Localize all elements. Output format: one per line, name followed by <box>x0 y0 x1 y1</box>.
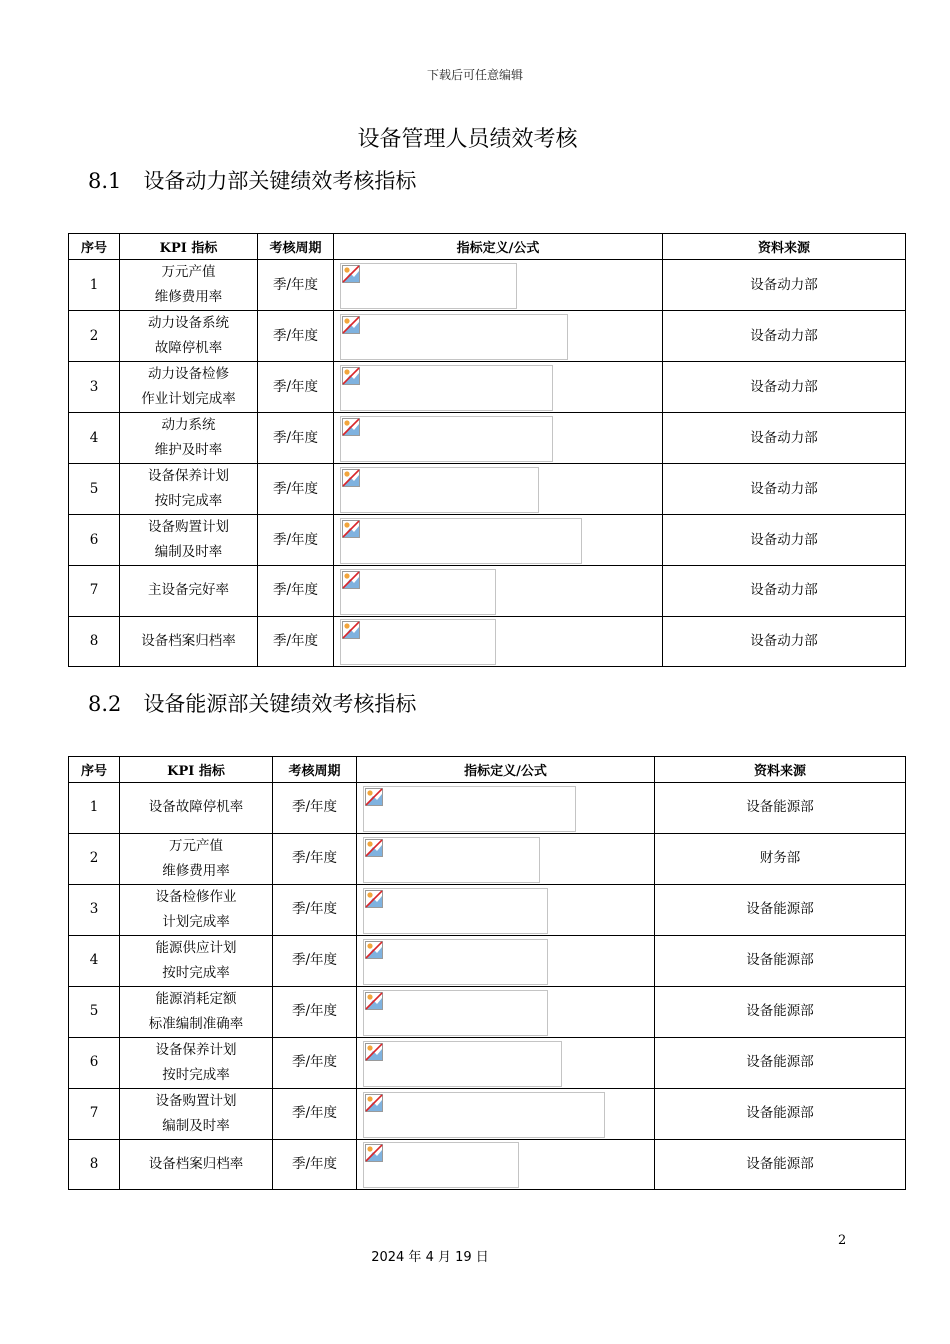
formula-image-placeholder <box>340 263 517 309</box>
kpi-line: 动力设备检修 <box>148 366 229 382</box>
cell-kpi <box>120 1037 273 1088</box>
cell-formula <box>357 884 655 935</box>
kpi-line: 能源供应计划 <box>155 939 237 956</box>
cell-source: 设备动力部 <box>663 616 906 667</box>
section-title-text: 设备能源部关键绩效考核指标 <box>143 692 417 716</box>
cell-formula <box>357 783 655 834</box>
cell-no: 6 <box>69 1037 120 1088</box>
col-header-period: 考核周期 <box>273 757 357 783</box>
cell-formula <box>334 413 663 464</box>
formula-image-placeholder <box>340 619 496 665</box>
broken-image-icon <box>342 316 360 334</box>
cell-kpi <box>120 1139 273 1190</box>
cell-no: 8 <box>69 1139 120 1190</box>
formula-image-placeholder <box>340 365 553 411</box>
cell-source: 设备动力部 <box>663 311 906 362</box>
broken-image-icon <box>365 941 383 959</box>
cell-formula <box>334 362 663 413</box>
page-number: 2 <box>838 1233 847 1248</box>
cell-kpi <box>120 464 258 515</box>
cell-formula <box>334 566 663 617</box>
kpi-line: 按时完成率 <box>162 1066 230 1083</box>
broken-image-icon <box>365 788 383 806</box>
table-row <box>69 260 906 311</box>
col-header-kpi: KPI 指标 <box>120 234 258 260</box>
cell-no: 4 <box>69 413 120 464</box>
cell-period: 季/年度 <box>258 515 334 566</box>
header-note: 下载后可任意编辑 <box>426 68 523 82</box>
kpi-line: 维修费用率 <box>162 862 230 879</box>
col-header-period: 考核周期 <box>258 234 334 260</box>
cell-no: 3 <box>69 362 120 413</box>
cell-formula <box>357 1037 655 1088</box>
kpi-line: 作业计划完成率 <box>141 391 236 407</box>
cell-period: 季/年度 <box>258 616 334 667</box>
formula-image-placeholder <box>340 518 582 564</box>
broken-image-icon <box>365 1043 383 1061</box>
col-header-no: 序号 <box>69 234 120 260</box>
section-number: 8.1 <box>88 169 122 193</box>
cell-no: 5 <box>69 464 120 515</box>
kpi-line: 编制及时率 <box>154 544 223 560</box>
table-row <box>69 884 906 935</box>
kpi-line: 计划完成率 <box>162 913 230 930</box>
broken-image-icon <box>342 418 360 436</box>
kpi-line: 主设备完好率 <box>148 582 229 599</box>
cell-period: 季/年度 <box>258 362 334 413</box>
cell-source: 设备能源部 <box>655 783 906 834</box>
formula-image-placeholder <box>363 786 576 832</box>
cell-kpi <box>120 783 273 834</box>
section-title-text: 设备动力部关键绩效考核指标 <box>143 169 417 193</box>
section-title-8-2 <box>88 688 416 718</box>
broken-image-icon <box>342 469 360 487</box>
document-title: 设备管理人员绩效考核 <box>357 127 578 152</box>
broken-image-icon <box>365 890 383 908</box>
broken-image-icon <box>342 571 360 589</box>
table-row <box>69 1139 906 1190</box>
broken-image-icon <box>342 265 360 283</box>
table-header-row <box>69 757 906 783</box>
formula-image-placeholder <box>340 569 496 615</box>
kpi-line: 万元产值 <box>161 264 216 280</box>
kpi-line: 按时完成率 <box>162 964 230 981</box>
cell-no: 5 <box>69 986 120 1037</box>
kpi-line: 按时完成率 <box>154 493 223 509</box>
kpi-line: 设备故障停机率 <box>148 799 244 816</box>
table-row <box>69 616 906 667</box>
cell-period: 季/年度 <box>258 311 334 362</box>
broken-image-icon <box>365 839 383 857</box>
formula-image-placeholder <box>363 1092 605 1138</box>
formula-image-placeholder <box>363 1142 519 1188</box>
cell-source: 设备能源部 <box>655 1139 906 1190</box>
cell-formula <box>334 515 663 566</box>
formula-image-placeholder <box>363 837 540 883</box>
kpi-line: 设备购置计划 <box>148 519 229 535</box>
formula-image-placeholder <box>363 990 548 1036</box>
cell-kpi <box>120 515 258 566</box>
cell-source: 设备动力部 <box>663 362 906 413</box>
kpi-line: 设备检修作业 <box>155 888 237 905</box>
table-row <box>69 413 906 464</box>
kpi-table-energy <box>68 756 906 1190</box>
col-header-formula: 指标定义/公式 <box>334 234 663 260</box>
broken-image-icon <box>365 992 383 1010</box>
kpi-line: 设备档案归档率 <box>148 1155 244 1172</box>
cell-kpi <box>120 616 258 667</box>
kpi-line: 设备档案归档率 <box>141 632 236 649</box>
cell-period: 季/年度 <box>258 464 334 515</box>
cell-period: 季/年度 <box>273 1088 357 1139</box>
cell-period: 季/年度 <box>258 413 334 464</box>
broken-image-icon <box>342 520 360 538</box>
formula-image-placeholder <box>340 416 553 462</box>
cell-period: 季/年度 <box>273 884 357 935</box>
cell-formula <box>334 311 663 362</box>
formula-image-placeholder <box>340 314 568 360</box>
cell-kpi <box>120 935 273 986</box>
broken-image-icon <box>365 1094 383 1112</box>
section-number: 8.2 <box>88 692 122 716</box>
cell-period: 季/年度 <box>258 260 334 311</box>
section-title-8-1 <box>88 165 416 195</box>
cell-no: 2 <box>69 311 120 362</box>
cell-kpi <box>120 884 273 935</box>
col-header-no: 序号 <box>69 757 120 783</box>
cell-kpi <box>120 1088 273 1139</box>
table-row <box>69 986 906 1037</box>
cell-kpi <box>120 260 258 311</box>
cell-source: 设备能源部 <box>655 884 906 935</box>
cell-formula <box>357 833 655 884</box>
cell-source: 设备动力部 <box>663 566 906 617</box>
cell-formula <box>357 986 655 1037</box>
formula-image-placeholder <box>340 467 539 513</box>
table-row <box>69 1037 906 1088</box>
cell-source: 设备动力部 <box>663 260 906 311</box>
broken-image-icon <box>365 1144 383 1162</box>
cell-formula <box>357 1088 655 1139</box>
formula-image-placeholder <box>363 1041 562 1087</box>
table-row <box>69 833 906 884</box>
col-header-source: 资料来源 <box>663 234 906 260</box>
kpi-line: 编制及时率 <box>162 1117 230 1134</box>
cell-no: 1 <box>69 783 120 834</box>
kpi-line: 动力系统 <box>161 417 216 433</box>
cell-source: 设备能源部 <box>655 935 906 986</box>
cell-source: 财务部 <box>655 833 906 884</box>
cell-formula <box>334 464 663 515</box>
cell-source: 设备能源部 <box>655 986 906 1037</box>
kpi-line: 维护及时率 <box>154 442 223 458</box>
table-row <box>69 362 906 413</box>
table-header-row <box>69 234 906 260</box>
cell-no: 8 <box>69 616 120 667</box>
table-row <box>69 566 906 617</box>
broken-image-icon <box>342 621 360 639</box>
cell-period: 季/年度 <box>273 986 357 1037</box>
cell-source: 设备能源部 <box>655 1088 906 1139</box>
kpi-line: 标准编制准确率 <box>148 1015 244 1032</box>
kpi-line: 动力设备系统 <box>148 315 229 331</box>
cell-source: 设备能源部 <box>655 1037 906 1088</box>
table-row <box>69 935 906 986</box>
broken-image-icon <box>342 367 360 385</box>
cell-no: 6 <box>69 515 120 566</box>
cell-period: 季/年度 <box>273 783 357 834</box>
kpi-line: 故障停机率 <box>154 340 223 356</box>
footer-date: 2024 年 4 月 19 日 <box>371 1250 489 1265</box>
cell-no: 7 <box>69 1088 120 1139</box>
col-header-formula: 指标定义/公式 <box>357 757 655 783</box>
cell-period: 季/年度 <box>273 935 357 986</box>
cell-period: 季/年度 <box>258 566 334 617</box>
cell-kpi <box>120 311 258 362</box>
cell-no: 3 <box>69 884 120 935</box>
cell-formula <box>357 1139 655 1190</box>
cell-no: 2 <box>69 833 120 884</box>
cell-kpi <box>120 566 258 617</box>
table-row <box>69 311 906 362</box>
table-row <box>69 1088 906 1139</box>
kpi-line: 设备保养计划 <box>155 1041 237 1058</box>
kpi-line: 万元产值 <box>169 837 223 854</box>
kpi-line: 维修费用率 <box>154 289 223 305</box>
formula-image-placeholder <box>363 939 548 985</box>
cell-no: 4 <box>69 935 120 986</box>
table-row <box>69 515 906 566</box>
cell-kpi <box>120 413 258 464</box>
cell-source: 设备动力部 <box>663 464 906 515</box>
kpi-line: 能源消耗定额 <box>155 990 237 1007</box>
cell-no: 7 <box>69 566 120 617</box>
cell-no: 1 <box>69 260 120 311</box>
kpi-table-power <box>68 233 906 667</box>
cell-period: 季/年度 <box>273 1139 357 1190</box>
col-header-kpi: KPI 指标 <box>120 757 273 783</box>
col-header-source: 资料来源 <box>655 757 906 783</box>
cell-source: 设备动力部 <box>663 515 906 566</box>
cell-kpi <box>120 986 273 1037</box>
cell-period: 季/年度 <box>273 1037 357 1088</box>
cell-formula <box>357 935 655 986</box>
kpi-line: 设备保养计划 <box>148 468 229 484</box>
kpi-line: 设备购置计划 <box>155 1092 237 1109</box>
cell-formula <box>334 616 663 667</box>
cell-period: 季/年度 <box>273 833 357 884</box>
cell-source: 设备动力部 <box>663 413 906 464</box>
cell-kpi <box>120 362 258 413</box>
cell-kpi <box>120 833 273 884</box>
cell-formula <box>334 260 663 311</box>
table-row <box>69 783 906 834</box>
table-row <box>69 464 906 515</box>
formula-image-placeholder <box>363 888 548 934</box>
